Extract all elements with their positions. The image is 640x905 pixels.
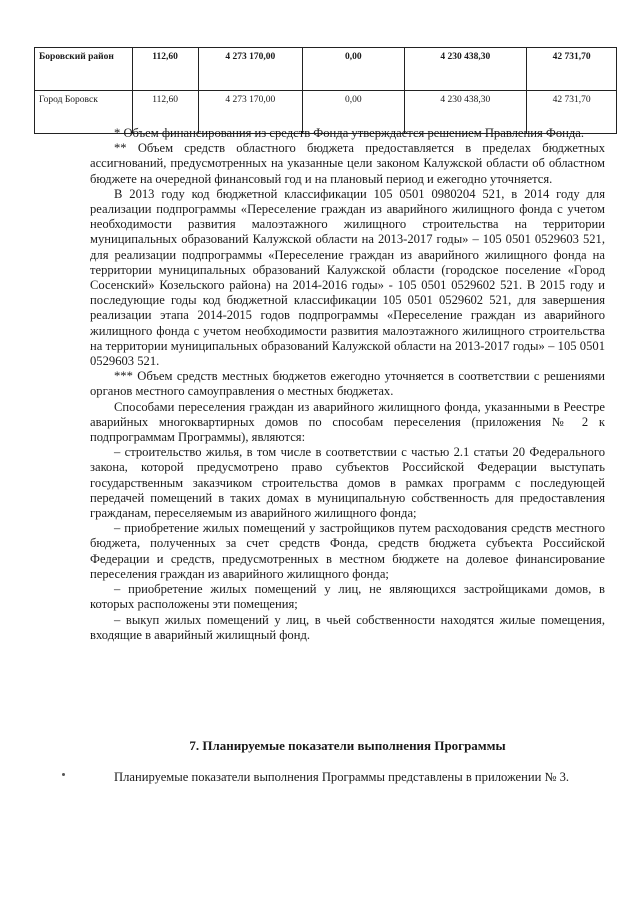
table-cell: 42 731,70 xyxy=(527,48,617,91)
final-paragraph: Планируемые показатели выполнения Программы представлены в приложении № 3. xyxy=(114,770,570,784)
list-item: – приобретение жилых помещений у застройщиков путем расходования средств местного бюджета, полученных за счет средств Фонда, средств бюджета субъекта Российской Федерации и средств, предусмотренных в местном бюджете на долевое финансирование переселения граждан из аварийного жилищного фонда; xyxy=(90,521,605,581)
table-cell: 4 273 170,00 xyxy=(198,91,302,134)
financing-table xyxy=(34,47,617,134)
table-cell: 4 273 170,00 xyxy=(198,48,302,91)
table-cell: 112,60 xyxy=(132,91,198,134)
table-cell: 4 230 438,30 xyxy=(404,91,527,134)
footnote-regional-budget: ** Объем средств областного бюджета предоставляется в пределах бюджетных ассигнований, предусмотренных на указанные цели законом Калужской области об областном бюджете на очередной финансовый год и на плановый период и ежегодно уточняется. xyxy=(90,141,605,186)
table-cell-name: Боровский район xyxy=(35,48,133,91)
table-cell: 42 731,70 xyxy=(527,91,617,134)
table-cell: 0,00 xyxy=(303,91,404,134)
body-text xyxy=(90,126,605,643)
table-cell: 112,60 xyxy=(132,48,198,91)
paragraph-budget-codes: В 2013 году код бюджетной классификации 105 0501 0980204 521, в 2014 году для реализации подпрограммы «Переселение граждан из аварийного жилищного фонда с учетом необходимости развития малоэтажного жилищного строительства на территории муниципальных образований Калужской области на 2013-2017 годы» – 105 0501 0529603 521, для реализации подпрограммы «Переселение граждан из аварийного жилищного фонда на территории муниципальных образований Калужской области (городское поселение «Город Сосенский» Козельского района) на 2014-2016 годы» - 105 0501 0529602 521. В 2015 году и последующие годы код бюджетной классификации 105 0501 0529602 521, для завершения реализации этапа 2014-2015 годов подпрограммы «Переселение граждан из аварийного жилищного фонда с учетом необходимости развития малоэтажного жилищного строительства на территории муниципальных образований Калужской области на 2013-2017 годы» – 105 0501 0529603 521. xyxy=(90,186,605,369)
table-cell: 0,00 xyxy=(303,48,404,91)
table-row xyxy=(35,48,617,91)
section-heading: 7. Планируемые показатели выполнения Программы xyxy=(189,738,506,753)
paragraph-resettlement-methods: Способами переселения граждан из аварийного жилищного фонда, указанными в Реестре аварийных многоквартирных домов по способам переселения (приложения № 2 к подпрограммам Программы), являются: xyxy=(90,399,605,445)
footnote-local-budget: *** Объем средств местных бюджетов ежегодно уточняется в соответствии с решениями органов местного самоуправления о местных бюджетах. xyxy=(90,369,605,399)
table-cell-name: Город Боровск xyxy=(35,91,133,134)
table-cell: 4 230 438,30 xyxy=(404,48,527,91)
list-item: – строительство жилья, в том числе в соответствии с частью 2.1 статьи 20 Федерального закона, которой предусмотрено право субъектов Российской Федерации выступать государственным заказчиком строительства домов в рамках программ с последующей передачей помещений в таких домах в муниципальную собственность для предоставления гражданам, переселяемым из аварийного жилищного фонда; xyxy=(90,445,605,521)
list-item: – приобретение жилых помещений у лиц, не являющихся застройщиками домов, в которых расположены эти помещения; xyxy=(90,582,605,612)
footnote-fund: * Объем финансирования из средств Фонда утверждается решением Правления Фонда. xyxy=(114,126,585,140)
list-item: – выкуп жилых помещений у лиц, в чьей собственности находятся жилые помещения, входящие в аварийный жилищный фонд. xyxy=(90,612,605,642)
scan-speck xyxy=(62,773,65,776)
